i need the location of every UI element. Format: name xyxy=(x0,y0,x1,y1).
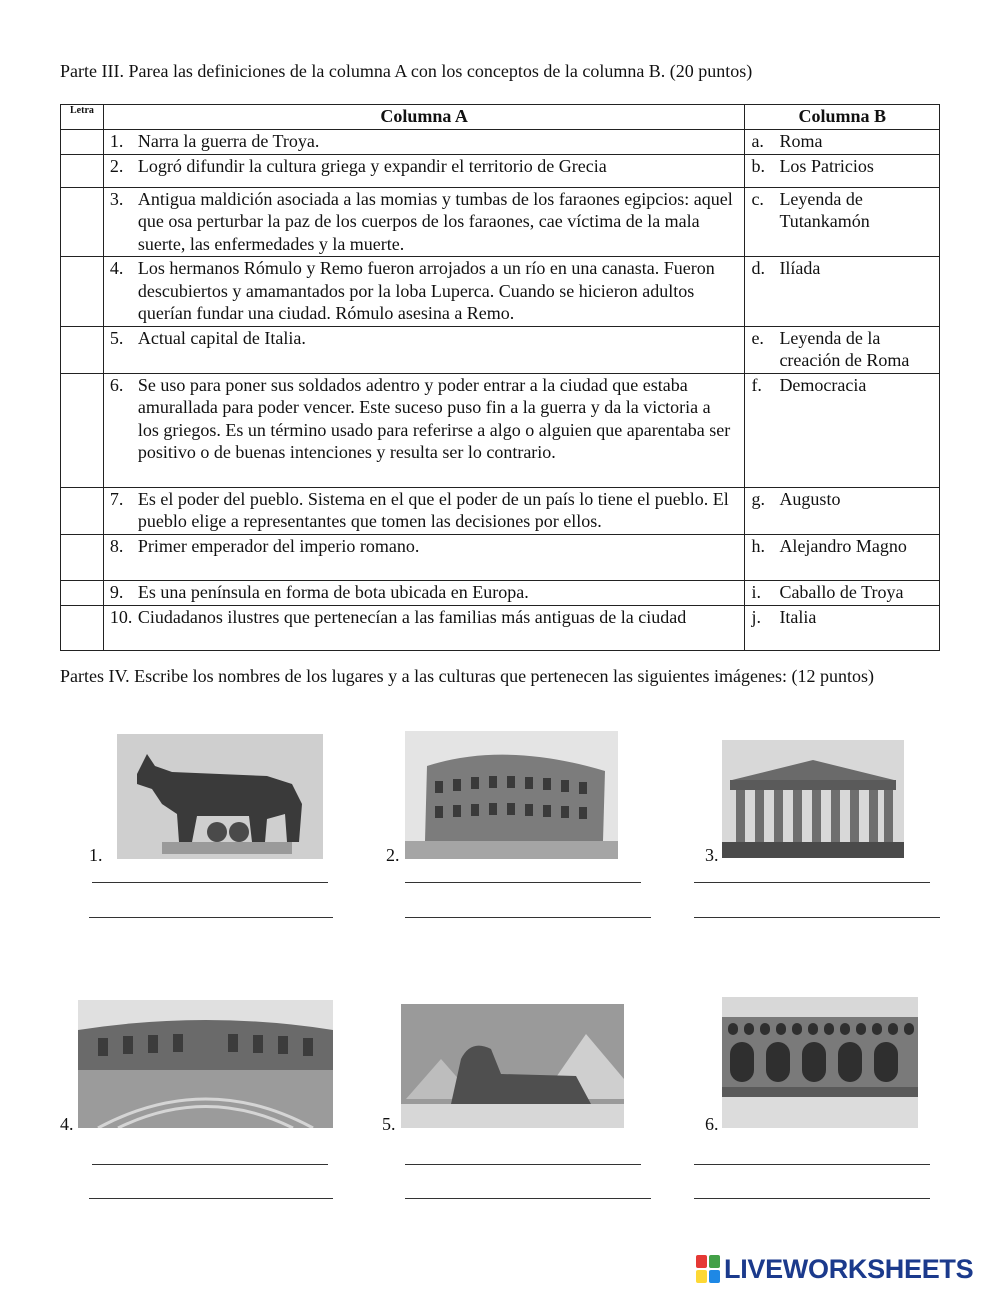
row-number: 10. xyxy=(109,606,133,627)
concept-letter: j. xyxy=(751,606,761,627)
aqueduct-image xyxy=(722,997,918,1128)
answer-line[interactable] xyxy=(405,1164,641,1165)
row-number: 9. xyxy=(109,581,124,602)
table-row xyxy=(61,605,940,650)
answer-cell[interactable] xyxy=(61,605,104,650)
parthenon-image xyxy=(722,740,904,858)
image-label-6: 6. xyxy=(705,1114,719,1134)
concept-text: Leyenda de la creación de Roma xyxy=(779,327,910,370)
concept-text: Leyenda de Tutankamón xyxy=(779,188,870,231)
answer-input[interactable] xyxy=(67,535,101,558)
answer-cell[interactable] xyxy=(61,580,104,605)
definition-text: Primer emperador del imperio romano. xyxy=(137,535,420,556)
answer-input[interactable] xyxy=(67,606,101,629)
definition-text: Antigua maldición asociada a las momias y tumbas de los faraones egipcios: aquel que osa perturbar la paz de los cuerpos de los faraones, cae víctima de la mala suerte, las enfermedades y la muerte. xyxy=(137,188,733,254)
table-row xyxy=(61,373,940,487)
table-row xyxy=(61,534,940,580)
row-number: 4. xyxy=(109,258,124,278)
part4-title: Partes IV. Escribe los nombres de los lugares y a las culturas que pertenecen las siguientes imágenes: (12 puntos) xyxy=(60,666,874,686)
logo-text: LIVEWORKSHEETS xyxy=(724,1253,974,1284)
image-label-4: 4. xyxy=(60,1114,74,1134)
table-row xyxy=(61,154,940,187)
concept-letter: c. xyxy=(751,188,764,209)
row-number: 5. xyxy=(109,327,124,348)
answer-input[interactable] xyxy=(67,327,101,350)
image-label-5: 5. xyxy=(382,1114,396,1134)
answer-line[interactable] xyxy=(92,882,328,883)
definition-text: Logró difundir la cultura griega y expandir el territorio de Grecia xyxy=(137,155,607,176)
colosseum-image xyxy=(405,731,618,859)
image-label-2: 2. xyxy=(386,845,400,865)
row-number: 2. xyxy=(109,155,124,176)
row-number: 1. xyxy=(109,130,124,151)
table-row xyxy=(61,580,940,605)
answer-line[interactable] xyxy=(694,1164,930,1165)
answer-input[interactable] xyxy=(67,188,101,211)
concept-letter: h. xyxy=(751,535,765,556)
answer-line[interactable] xyxy=(405,1198,651,1199)
answer-input[interactable] xyxy=(67,155,101,178)
definition-text: Es una península en forma de bota ubicada en Europa. xyxy=(137,581,529,602)
column-b-header: Columna B xyxy=(745,105,940,130)
table-row xyxy=(61,257,940,327)
concept-text: Ilíada xyxy=(779,258,821,278)
answer-line[interactable] xyxy=(694,1198,930,1199)
answer-input[interactable] xyxy=(67,488,101,511)
concept-text: Democracia xyxy=(779,374,867,395)
table-row xyxy=(61,326,940,373)
definition-text: Es el poder del pueblo. Sistema en el que el poder de un país lo tiene el pueblo. El pueblo elige a representantes que tomen las decisiones por ellos. xyxy=(137,488,729,531)
ancient-theater-image xyxy=(78,1000,333,1128)
she-wolf-statue-image xyxy=(117,734,323,859)
concept-text: Augusto xyxy=(779,488,841,509)
row-number: 3. xyxy=(109,188,124,209)
concept-letter: g. xyxy=(751,488,765,509)
letra-header: Letra xyxy=(61,105,104,130)
answer-cell[interactable] xyxy=(61,187,104,257)
table-row xyxy=(61,129,940,154)
definition-text: Actual capital de Italia. xyxy=(137,327,306,348)
concept-letter: i. xyxy=(751,581,761,602)
row-number: 8. xyxy=(109,535,124,556)
answer-cell[interactable] xyxy=(61,129,104,154)
table-row xyxy=(61,187,940,257)
concept-text: Alejandro Magno xyxy=(779,535,907,556)
row-number: 6. xyxy=(109,374,124,395)
concept-text: Los Patricios xyxy=(779,155,874,176)
concept-letter: a. xyxy=(751,130,764,151)
answer-cell[interactable] xyxy=(61,487,104,534)
answer-cell[interactable] xyxy=(61,257,104,327)
concept-letter: d. xyxy=(751,258,765,278)
concept-letter: e. xyxy=(751,327,764,348)
definition-text: Narra la guerra de Troya. xyxy=(137,130,320,151)
concept-letter: b. xyxy=(751,155,765,176)
answer-cell[interactable] xyxy=(61,326,104,373)
answer-input[interactable] xyxy=(67,130,101,153)
image-label-3: 3. xyxy=(705,845,719,865)
concept-text: Caballo de Troya xyxy=(779,581,904,602)
answer-input[interactable] xyxy=(67,257,101,280)
answer-line[interactable] xyxy=(405,917,651,918)
image-label-1: 1. xyxy=(89,845,103,865)
answer-line[interactable] xyxy=(405,882,641,883)
concept-letter: f. xyxy=(751,374,762,395)
answer-line[interactable] xyxy=(694,917,940,918)
sphinx-pyramids-image xyxy=(401,1004,624,1128)
matching-table xyxy=(60,104,940,651)
table-row xyxy=(61,487,940,534)
definition-text: Ciudadanos ilustres que pertenecían a las familias más antiguas de la ciudad xyxy=(137,606,687,627)
liveworksheets-logo xyxy=(696,1255,973,1283)
answer-cell[interactable] xyxy=(61,373,104,487)
answer-cell[interactable] xyxy=(61,534,104,580)
column-a-header: Columna A xyxy=(103,105,745,130)
concept-text: Roma xyxy=(779,130,823,151)
answer-input[interactable] xyxy=(67,581,101,604)
concept-text: Italia xyxy=(779,606,817,627)
answer-cell[interactable] xyxy=(61,154,104,187)
row-number: 7. xyxy=(109,488,124,509)
answer-line[interactable] xyxy=(92,1164,328,1165)
definition-text: Se uso para poner sus soldados adentro y poder entrar a la ciudad que estaba amurallada para poder vencer. Este suceso puso fin a la guerra y da la victoria a los griegos. Es un término usado para referirse a algo o alguien que aparentaba ser positivo o de buenas intenciones y resulta ser lo contrario. xyxy=(137,374,731,462)
definition-text: Los hermanos Rómulo y Remo fueron arrojados a un río en una canasta. Fueron descubiertos y amamantados por la loba Luperca. Cuando se hicieron adultos querían fundar una ciudad. Rómulo asesina a Remo. xyxy=(137,258,715,323)
answer-line[interactable] xyxy=(694,882,930,883)
answer-line[interactable] xyxy=(89,1198,333,1199)
part3-title: Parte III. Parea las definiciones de la columna A con los conceptos de la columna B. (20 puntos) xyxy=(60,61,753,81)
logo-icon xyxy=(696,1255,720,1283)
answer-line[interactable] xyxy=(89,917,333,918)
answer-input[interactable] xyxy=(67,374,101,397)
